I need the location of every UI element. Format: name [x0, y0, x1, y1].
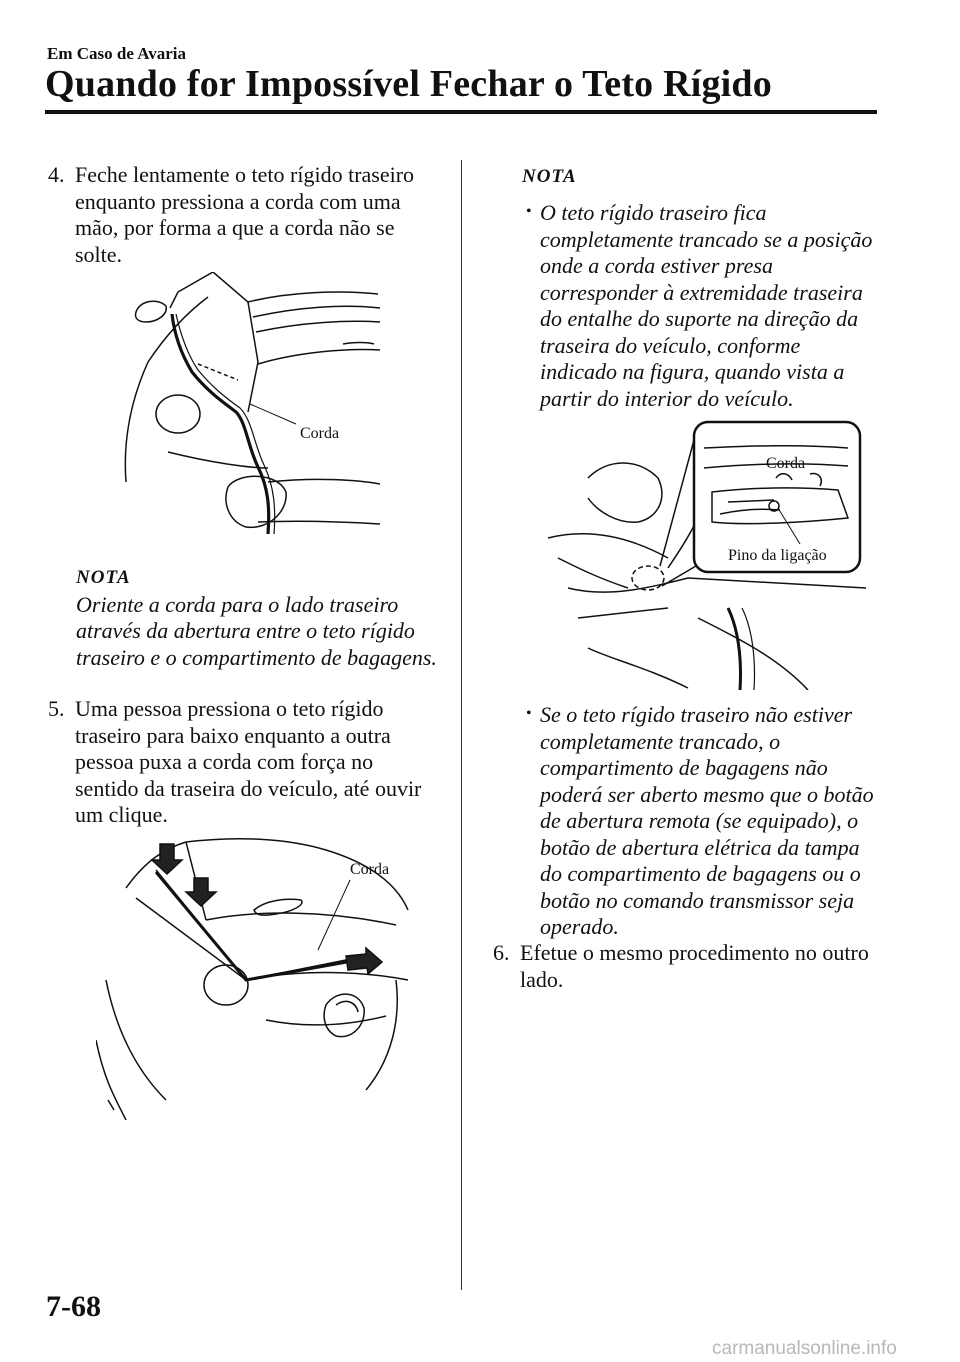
figure-label-corda: Corda [350, 861, 390, 878]
bullet-glyph: • [526, 203, 532, 220]
watermark: carmanualsonline.info [712, 1338, 897, 1359]
page-title: Quando for Impossível Fechar o Teto Rígido [45, 63, 772, 105]
note-text: Oriente a corda para o lado traseiro através da abertura entre o teto rígido traseiro e o compartimento de bagagens. [76, 591, 437, 670]
step-4 [48, 162, 438, 268]
figure-hardtop-rope-rear [96, 830, 418, 1120]
note-bullet-2 [526, 702, 875, 941]
note-1 [76, 565, 448, 671]
step-text: Efetue o mesmo procedimento no outro lado. [520, 940, 869, 992]
figure-hardtop-rope-side [118, 272, 390, 544]
step-number: 5. [48, 696, 65, 721]
step-number: 6. [493, 940, 510, 965]
step-5 [48, 696, 438, 829]
header-rule [45, 110, 877, 114]
step-text: Feche lentamente o teto rígido traseiro enquanto pressiona a corda com uma mão, por forma a que a corda não se solte. [75, 162, 415, 267]
note-2-heading: NOTA [522, 166, 577, 187]
note-heading: NOTA [76, 567, 131, 588]
figure-label-pino: Pino da ligação [728, 547, 827, 564]
step-text: Uma pessoa pressiona o teto rígido traseiro para baixo enquanto a outra pessoa puxa a corda com força no sentido da traseira do veículo, até ouvir um clique. [75, 696, 422, 827]
bullet-text: Se o teto rígido traseiro não estiver completamente trancado, o compartimento de bagagens não poderá ser aberto mesmo que o botão de abertura remota (se equipado), o botão de abertura elétrica da tampa do compartimento de bagagens ou o botão no comando transmissor seja operado. [540, 702, 874, 939]
step-number: 4. [48, 162, 65, 187]
figure-latch-detail [548, 418, 866, 690]
section-title: Em Caso de Avaria [47, 44, 186, 63]
column-divider [461, 160, 462, 1290]
page-number: 7-68 [46, 1290, 101, 1323]
figure-label-corda: Corda [766, 455, 806, 472]
note-bullet-1 [526, 200, 875, 412]
figure-label-corda: Corda [300, 425, 340, 442]
bullet-glyph: • [526, 705, 532, 722]
bullet-text: O teto rígido traseiro fica completamente trancado se a posição onde a corda estiver presa corresponder à extremidade traseira do entalhe do suporte na direção da traseira do veículo, conforme indicado na figura, quando vista a partir do interior do veículo. [540, 200, 873, 411]
step-6 [493, 940, 873, 993]
